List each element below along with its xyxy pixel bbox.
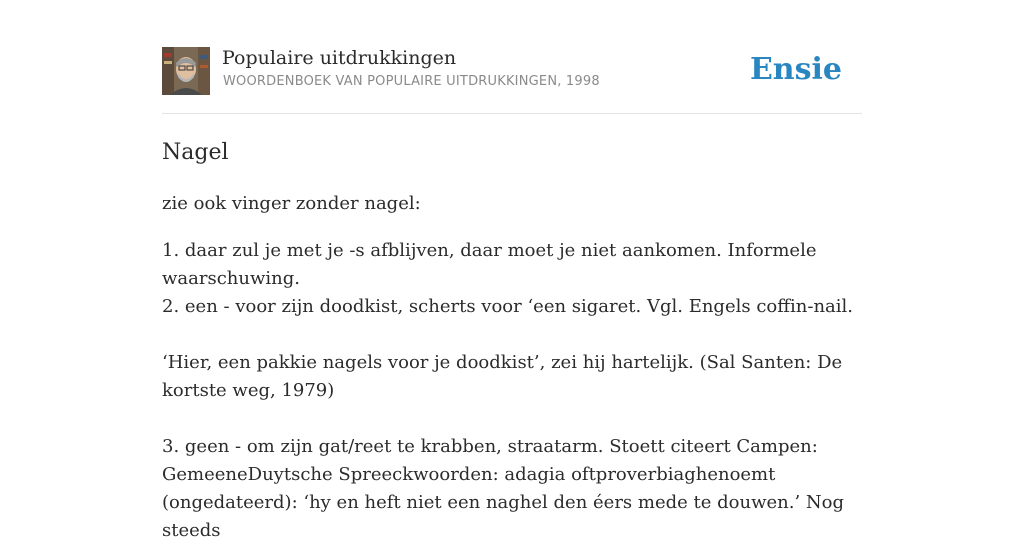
definition-2: 2. een - voor zijn doodkist, scherts voor ‘een sigaret. Vgl. Engels coffin-nail. [162,296,854,317]
see-also-line: zie ook vinger zonder nagel: [162,193,421,214]
header-divider [162,113,862,114]
source-header [162,46,862,96]
definition-1: 1. daar zul je met je -s afblijven, daar moet je niet aankomen. Informele waarschuwing. [162,240,817,289]
source-title[interactable]: Populaire uitdrukkingen [222,47,457,69]
author-avatar[interactable] [162,47,210,95]
citation-quote: ‘Hier, een pakkie nagels voor je doodkist’, zei hij hartelijk. (Sal Santen: De kortste weg, 1979) [162,352,843,401]
definition-3: 3. geen - om zijn gat/reet te krabben, straatarm. Stoett citeert Campen: GemeeneDuytsche Spreeckwoorden: adagia oftproverbiaghenoemt (ongedateerd): ‘hy en heft niet een naghel den éers mede te douwen.’ Nog steeds [162,436,844,541]
entry-title: Nagel [162,140,229,165]
avatar-portrait-image [162,47,210,95]
paragraph-spacer [162,321,862,349]
ensie-logo[interactable]: Ensie [749,52,842,87]
paragraph-spacer [162,405,862,433]
entry-card [162,0,862,541]
entry-body [162,237,862,545]
source-subtitle: WOORDENBOEK VAN POPULAIRE UITDRUKKINGEN, 1998 [223,74,600,89]
